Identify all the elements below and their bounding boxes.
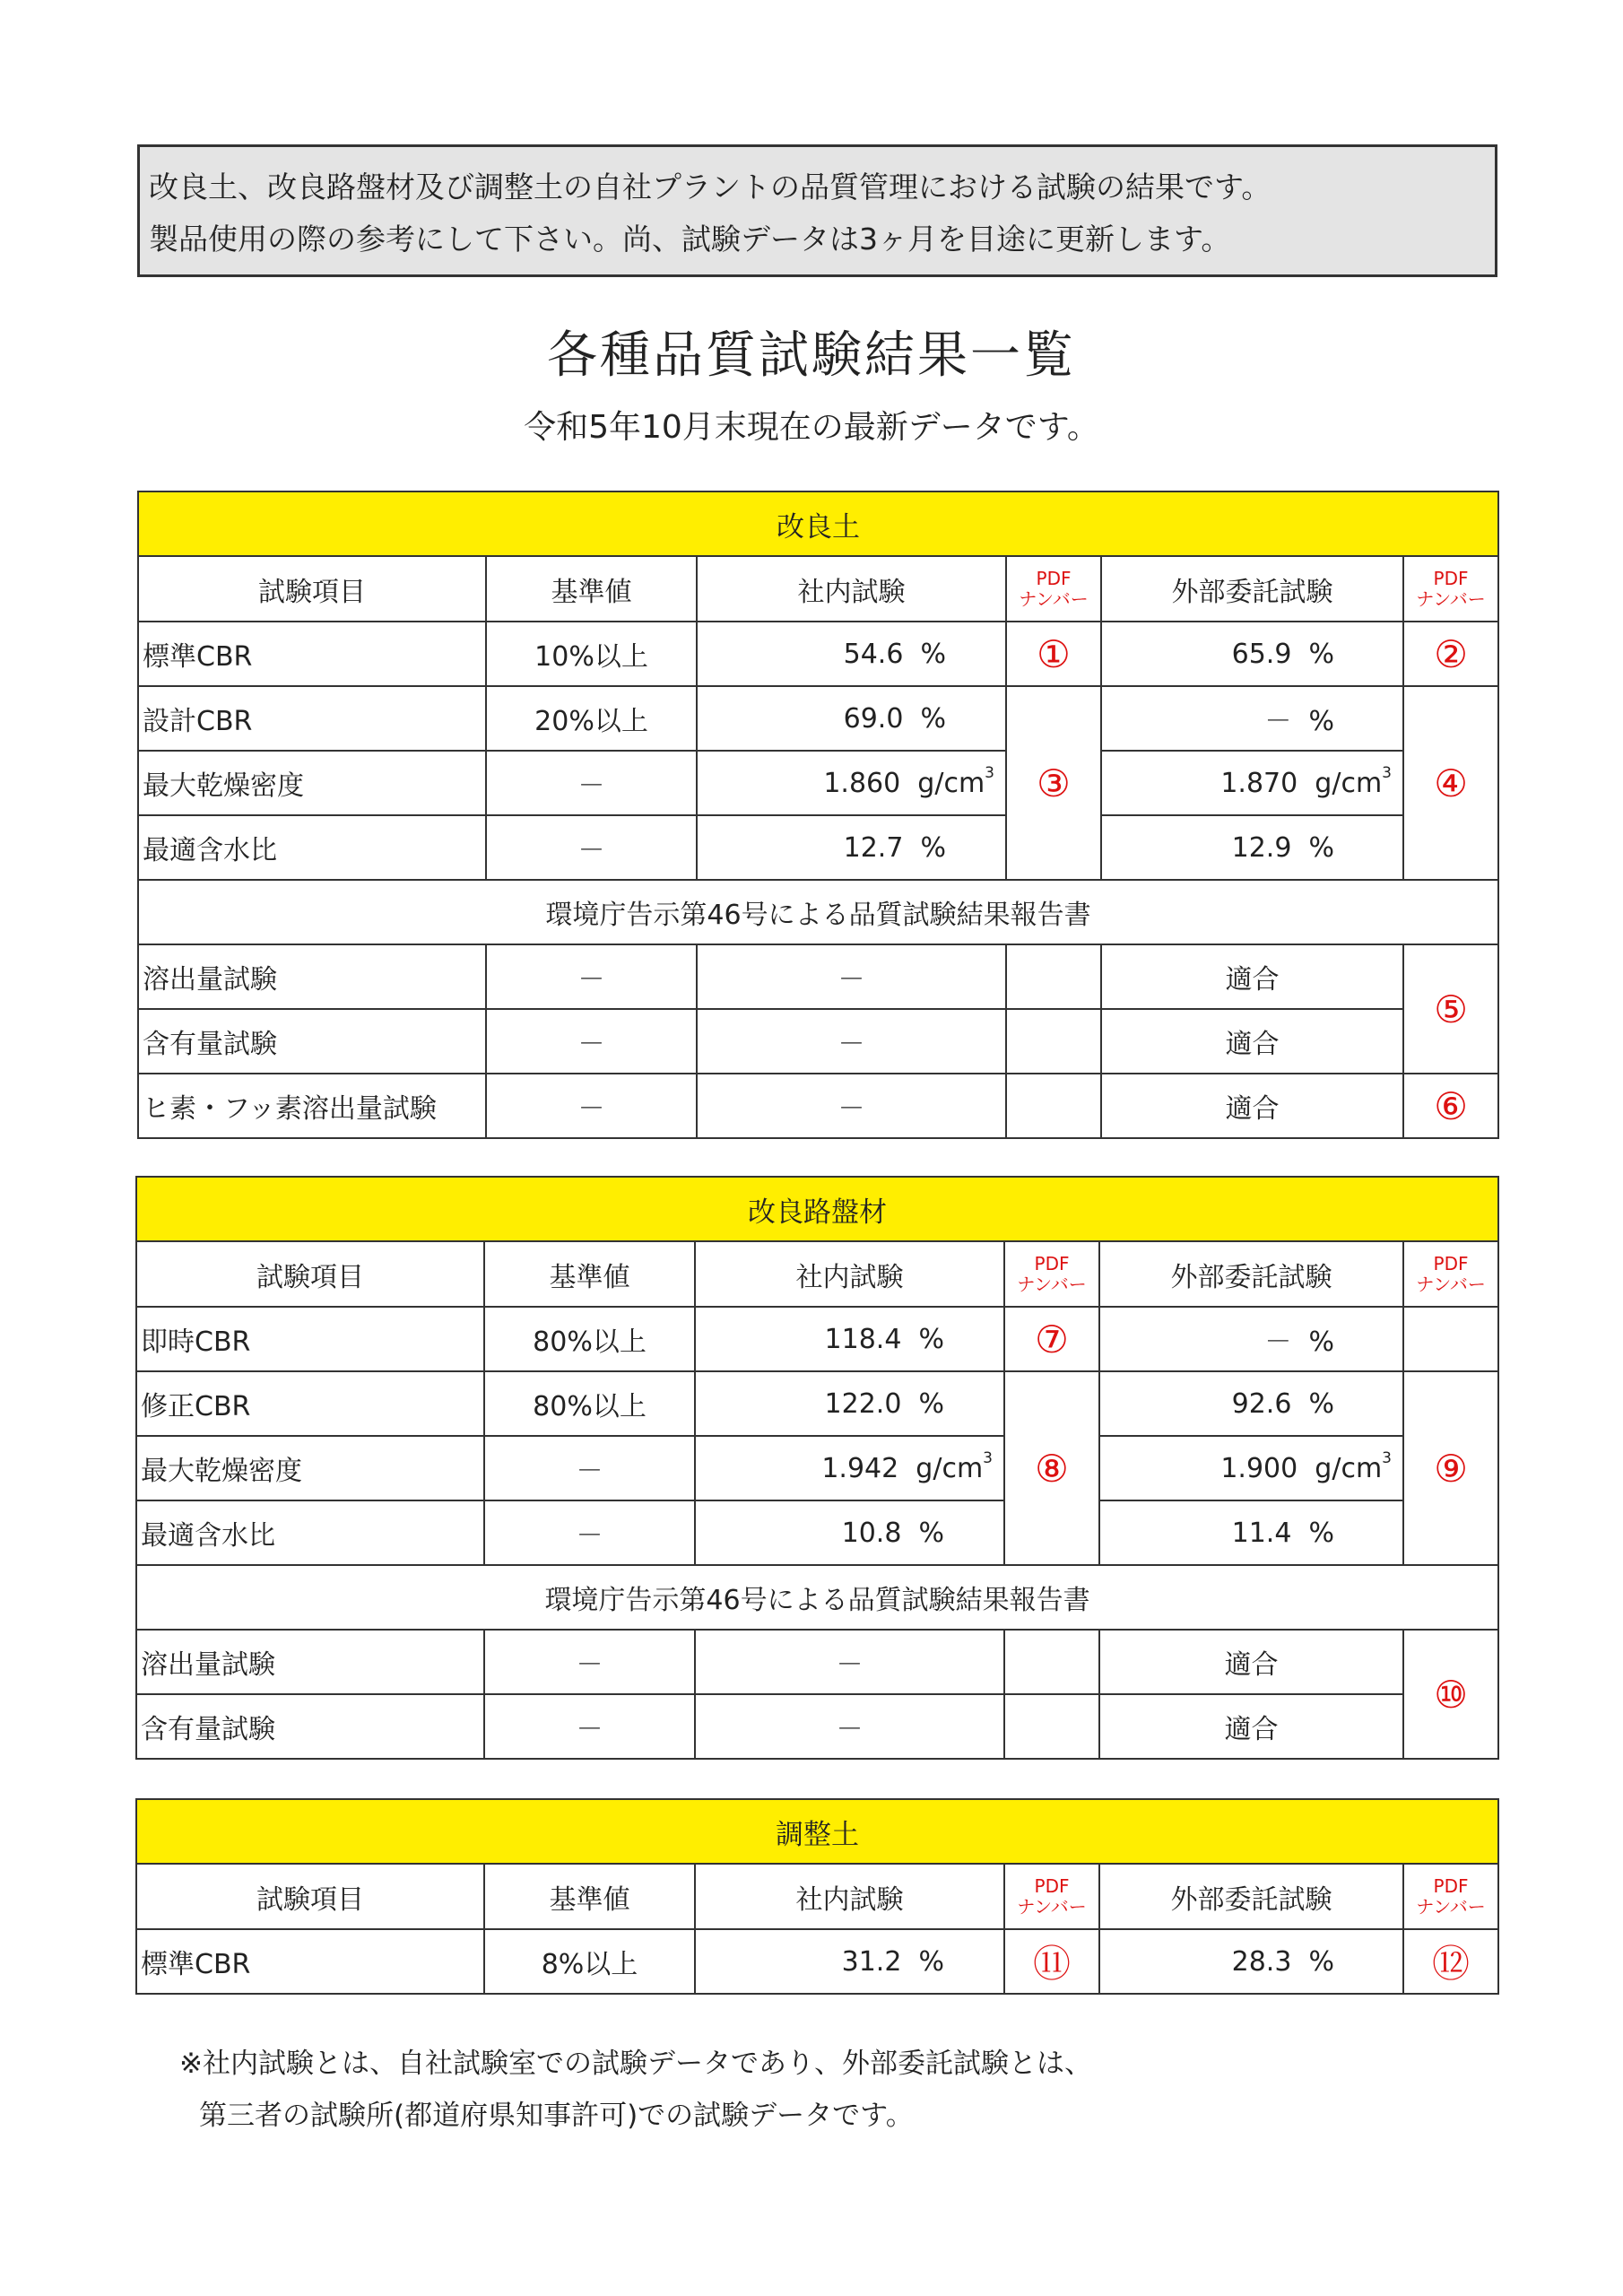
header-standard: 基準値 [486,556,697,622]
row-item: ヒ素・フッ素溶出量試験 [138,1074,486,1138]
row-external: 1.900 $g/cm^3$ [1099,1436,1403,1500]
header-pdf-number: PDF ナンバー [1403,556,1498,622]
row-inhouse: 12.7 % [697,815,1006,880]
row-item: 溶出量試験 [136,1630,484,1694]
table-caption: 改良土 [138,491,1498,556]
pdf-empty [1403,1307,1498,1371]
table-caption: 改良路盤材 [136,1177,1498,1241]
row-standard: － [486,815,697,880]
pdf-empty [1006,944,1101,1009]
row-external: 適合 [1099,1630,1403,1694]
header-external: 外部委託試験 [1099,1241,1403,1307]
row-inhouse: 1.942 $g/cm^3$ [695,1436,1004,1500]
row-external: － % [1101,686,1403,751]
row-inhouse: 1.860 $g/cm^3$ [697,751,1006,815]
kairyodo-table [137,491,1499,1139]
table-row [138,815,1498,880]
row-inhouse: － [697,1009,1006,1074]
row-item: 修正CBR [136,1371,484,1436]
row-standard: － [484,1500,695,1565]
pdf-link[interactable]: ③ [1006,686,1101,880]
row-item: 標準CBR [136,1929,484,1994]
row-external: 適合 [1101,1074,1403,1138]
header-item: 試験項目 [136,1864,484,1929]
row-inhouse: 31.2 % [695,1929,1004,1994]
row-standard: － [484,1436,695,1500]
row-standard: － [486,1009,697,1074]
table-row [136,1436,1498,1500]
footnote-line-2: 第三者の試験所(都道府県知事許可)での試験データです。 [199,2100,914,2132]
row-inhouse: － [697,944,1006,1009]
row-standard: － [486,944,697,1009]
pdf-link[interactable]: ⑧ [1004,1371,1099,1565]
header-pdf-number: PDF ナンバー [1403,1241,1498,1307]
header-pdf-number: PDF ナンバー [1004,1241,1099,1307]
row-item: 最適含水比 [136,1500,484,1565]
table-row [138,751,1498,815]
row-standard: 10%以上 [486,622,697,686]
row-standard: － [486,751,697,815]
table-row [136,1371,1498,1436]
table-row [136,1307,1498,1371]
row-inhouse: 118.4 % [695,1307,1004,1371]
pdf-empty [1006,1009,1101,1074]
header-standard: 基準値 [484,1241,695,1307]
row-standard: 8%以上 [484,1929,695,1994]
header-pdf-number: PDF ナンバー [1403,1864,1498,1929]
row-inhouse: － [695,1630,1004,1694]
header-inhouse: 社内試験 [697,556,1006,622]
row-item: 含有量試験 [136,1694,484,1759]
table-row [138,686,1498,751]
header-standard: 基準値 [484,1864,695,1929]
table-row [136,1929,1498,1994]
table-row [138,1074,1498,1138]
row-external: 適合 [1099,1694,1403,1759]
page-title: 各種品質試験結果一覧 [547,326,1076,385]
pdf-link[interactable]: ① [1006,622,1101,686]
pdf-empty [1004,1630,1099,1694]
header-external: 外部委託試験 [1101,556,1403,622]
notice-box [137,144,1497,277]
pdf-empty [1006,1074,1101,1138]
row-external: 適合 [1101,1009,1403,1074]
pdf-link[interactable]: ⑨ [1403,1371,1498,1565]
notice-line-1: 改良土、改良路盤材及び調整土の自社プラントの品質管理における試験の結果です。 [149,170,1271,204]
row-item: 即時CBR [136,1307,484,1371]
table-row [138,622,1498,686]
row-external: 12.9 % [1101,815,1403,880]
row-external: 65.9 % [1101,622,1403,686]
table-row [136,1694,1498,1759]
header-inhouse: 社内試験 [695,1241,1004,1307]
pdf-link[interactable]: ⑦ [1004,1307,1099,1371]
row-item: 最適含水比 [138,815,486,880]
row-external: 適合 [1101,944,1403,1009]
row-item: 標準CBR [138,622,486,686]
footnote-line-1: ※社内試験とは、自社試験室での試験データであり、外部委託試験とは、 [179,2048,1092,2080]
table-row [136,1500,1498,1565]
report-title: 環境庁告示第46号による品質試験結果報告書 [138,880,1498,944]
table-caption: 調整土 [136,1799,1498,1864]
row-item: 含有量試験 [138,1009,486,1074]
header-item: 試験項目 [138,556,486,622]
row-external: 1.870 $g/cm^3$ [1101,751,1403,815]
pdf-link[interactable]: ⑩ [1403,1630,1498,1759]
table-row [138,944,1498,1009]
header-external: 外部委託試験 [1099,1864,1403,1929]
roban-table [135,1176,1499,1760]
notice-line-2: 製品使用の際の参考にして下さい。尚、試験データは3ヶ月を目途に更新します。 [149,222,1231,257]
row-standard: 20%以上 [486,686,697,751]
row-inhouse: － [695,1694,1004,1759]
header-pdf-number: PDF ナンバー [1006,556,1101,622]
pdf-link[interactable]: ⑥ [1403,1074,1498,1138]
row-item: 溶出量試験 [138,944,486,1009]
row-inhouse: － [697,1074,1006,1138]
row-inhouse: 10.8 % [695,1500,1004,1565]
page-subtitle: 令和5年10月末現在の最新データです。 [524,409,1099,446]
header-pdf-number: PDF ナンバー [1004,1864,1099,1929]
row-item: 最大乾燥密度 [138,751,486,815]
row-standard: － [486,1074,697,1138]
row-external: 28.3 % [1099,1929,1403,1994]
row-inhouse: 69.0 % [697,686,1006,751]
pdf-link[interactable]: ⑪ [1004,1929,1099,1994]
row-external: － % [1099,1307,1403,1371]
pdf-link[interactable]: ④ [1403,686,1498,880]
row-standard: － [484,1630,695,1694]
row-standard: 80%以上 [484,1307,695,1371]
row-inhouse: 122.0 % [695,1371,1004,1436]
table-row [138,1009,1498,1074]
row-external: 92.6 % [1099,1371,1403,1436]
pdf-link[interactable]: ⑤ [1403,944,1498,1074]
row-inhouse: 54.6 % [697,622,1006,686]
pdf-link[interactable]: ⑫ [1403,1929,1498,1994]
header-inhouse: 社内試験 [695,1864,1004,1929]
report-title: 環境庁告示第46号による品質試験結果報告書 [136,1565,1498,1630]
row-item: 設計CBR [138,686,486,751]
pdf-empty [1004,1694,1099,1759]
row-standard: 80%以上 [484,1371,695,1436]
row-item: 最大乾燥密度 [136,1436,484,1500]
choseido-table [135,1798,1499,1995]
table-row [136,1630,1498,1694]
row-standard: － [484,1694,695,1759]
row-external: 11.4 % [1099,1500,1403,1565]
header-item: 試験項目 [136,1241,484,1307]
pdf-link[interactable]: ② [1403,622,1498,686]
